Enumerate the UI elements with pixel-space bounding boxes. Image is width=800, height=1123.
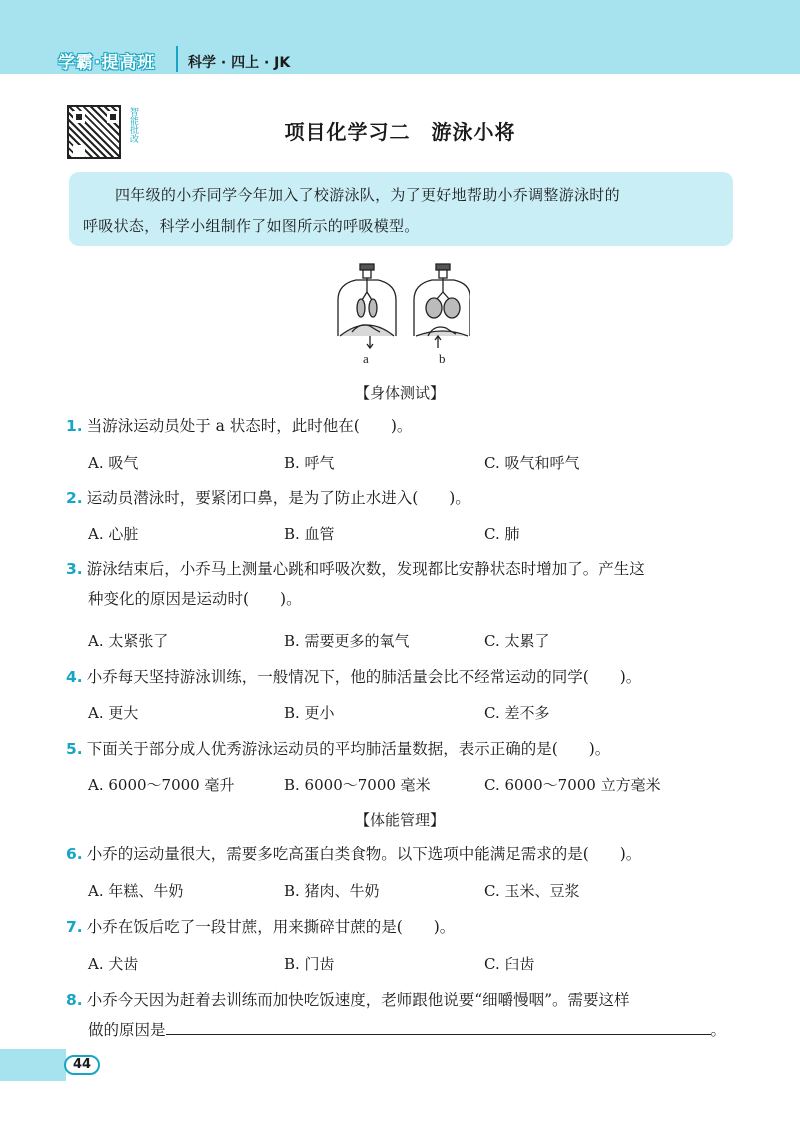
jar-b-icon	[414, 264, 470, 348]
question-text: 运动员潜泳时，要紧闭口鼻，是为了防止水进入( )。	[86, 489, 471, 507]
question-3	[66, 554, 746, 614]
option-b[interactable]: B. 门齿	[284, 955, 335, 973]
question-number: 2.	[66, 489, 83, 507]
option-a[interactable]: A. 年糕、牛奶	[88, 882, 184, 900]
intro-box	[69, 172, 733, 246]
question-number: 6.	[66, 845, 83, 863]
series-brand: 学霸·提高班	[58, 53, 156, 73]
question-text: 当游泳运动员处于 a 状态时，此时他在( )。	[86, 417, 413, 435]
qr-label: 智能批改	[128, 107, 138, 143]
options-5	[88, 774, 748, 798]
option-c[interactable]: C. 太累了	[484, 632, 550, 650]
answer-suffix: 。	[710, 1021, 727, 1039]
options-4	[88, 702, 748, 726]
option-a[interactable]: A. 犬齿	[88, 955, 139, 973]
option-c[interactable]: C. 差不多	[484, 704, 550, 722]
breathing-model-figure	[330, 262, 470, 366]
question-number: 4.	[66, 668, 83, 686]
section-heading-fitness: 【体能管理】	[354, 811, 445, 829]
option-b[interactable]: B. 需要更多的氧气	[284, 632, 410, 650]
answer-prefix: 做的原因是	[88, 1021, 166, 1039]
header-divider	[176, 46, 178, 72]
page-title: 项目化学习二 游泳小将	[284, 120, 516, 144]
option-a[interactable]: A. 太紧张了	[88, 632, 169, 650]
jar-a-icon	[338, 264, 396, 348]
options-2	[88, 523, 748, 547]
section-heading-body-test: 【身体测试】	[354, 384, 445, 402]
option-c[interactable]: C. 玉米、豆浆	[484, 882, 580, 900]
question-number: 5.	[66, 740, 83, 758]
intro-line-1: 四年级的小乔同学今年加入了校游泳队，为了更好地帮助小乔调整游泳时的	[115, 186, 620, 204]
question-text: 游泳结束后，小乔马上测量心跳和呼吸次数，发现都比安静状态时增加了。产生这	[86, 560, 645, 578]
question-text-continued: 种变化的原因是运动时( )。	[88, 590, 302, 608]
subject-label: 科学 · 四上 · JK	[188, 55, 291, 71]
question-5	[66, 734, 746, 764]
question-6	[66, 839, 746, 869]
question-text: 小乔今天因为赶着去训练而加快吃饭速度，老师跟他说要“细嚼慢咽”。需要这样	[86, 991, 630, 1009]
question-8	[66, 985, 746, 1045]
option-b[interactable]: B. 呼气	[284, 454, 335, 472]
option-c[interactable]: C. 肺	[484, 525, 520, 543]
question-number: 3.	[66, 560, 83, 578]
figure-label-b: b	[439, 351, 446, 366]
option-c[interactable]: C. 6000～7000 立方毫米	[484, 776, 661, 794]
option-a[interactable]: A. 心脏	[88, 525, 139, 543]
question-text: 小乔在饭后吃了一段甘蔗，用来撕碎甘蔗的是( )。	[86, 918, 456, 936]
options-7	[88, 953, 748, 977]
question-text-continued	[66, 1015, 746, 1045]
options-3	[88, 630, 748, 654]
options-1	[88, 452, 748, 476]
page-number-tab	[0, 1049, 100, 1081]
option-b[interactable]: B. 6000～7000 毫米	[284, 776, 431, 794]
option-c[interactable]: C. 吸气和呼气	[484, 454, 580, 472]
option-a[interactable]: A. 6000～7000 毫升	[88, 776, 235, 794]
question-7	[66, 912, 746, 942]
question-text: 下面关于部分成人优秀游泳运动员的平均肺活量数据，表示正确的是( )。	[86, 740, 611, 758]
question-number: 8.	[66, 991, 83, 1009]
page-tab-band	[0, 1049, 66, 1081]
question-text: 小乔每天坚持游泳训练，一般情况下，他的肺活量会比不经常运动的同学( )。	[86, 668, 642, 686]
option-b[interactable]: B. 更小	[284, 704, 335, 722]
question-4	[66, 662, 746, 692]
question-number: 7.	[66, 918, 83, 936]
option-a[interactable]: A. 更大	[88, 704, 139, 722]
question-2	[66, 483, 746, 513]
figure-label-a: a	[363, 351, 369, 366]
question-number: 1.	[66, 417, 83, 435]
option-b[interactable]: B. 猪肉、牛奶	[284, 882, 380, 900]
bell-jar-diagram	[330, 262, 470, 366]
option-a[interactable]: A. 吸气	[88, 454, 139, 472]
page-number: 44	[64, 1055, 100, 1075]
question-1	[66, 411, 746, 441]
question-text: 小乔的运动量很大，需要多吃高蛋白类食物。以下选项中能满足需求的是( )。	[86, 845, 642, 863]
options-6	[88, 880, 748, 904]
option-c[interactable]: C. 臼齿	[484, 955, 535, 973]
intro-line-2: 呼吸状态，科学小组制作了如图所示的呼吸模型。	[83, 217, 420, 235]
answer-blank-line[interactable]	[166, 1018, 711, 1035]
option-b[interactable]: B. 血管	[284, 525, 335, 543]
